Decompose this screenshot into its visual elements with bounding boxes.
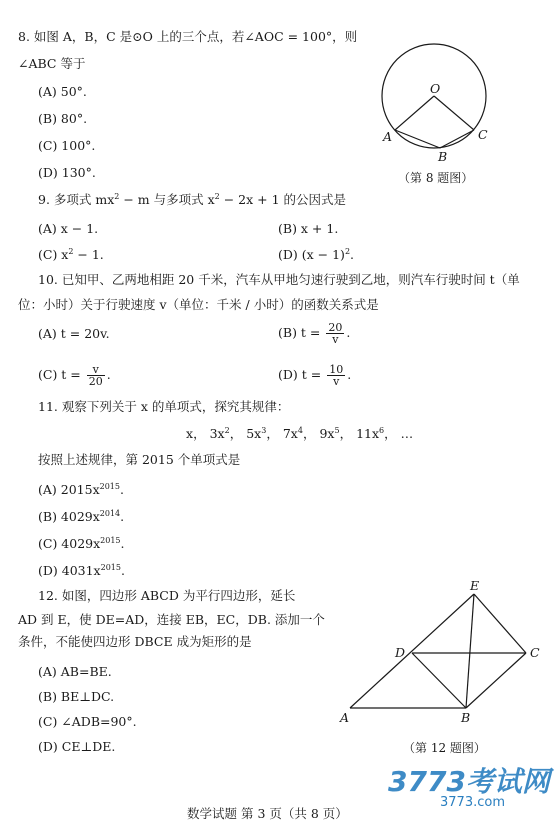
q10-option-b-den: v: [332, 333, 339, 346]
q11-option-a: [38, 483, 124, 497]
q10-option-b: [278, 322, 350, 345]
q10-stem-line2: 位：小时）关于行驶速度 v（单位：千米 / 小时）的函数关系式是: [18, 297, 379, 312]
q11-sequence-separator: ，: [339, 426, 353, 441]
watermark-url: 3773.com: [440, 795, 505, 810]
q11-option-a-label: (A) 2015x: [38, 482, 100, 497]
q10-option-d-prefix: (D) t =: [278, 367, 326, 382]
q11-sequence-term-exp: 2: [224, 425, 230, 435]
q9-option-c-exp: 2: [68, 246, 74, 256]
q11-option-d-exp: 2015: [100, 562, 121, 572]
q11-sequence-term: 3x: [209, 426, 225, 441]
q11-option-b: [38, 510, 124, 524]
q8-label-c: C: [478, 127, 488, 142]
q12-label-b: B: [461, 710, 471, 725]
q11-sequence-term: x: [186, 426, 194, 441]
q11-sequence-separator: ，: [266, 426, 279, 441]
q9-stem-suffix: − 2x + 1 的公因式是: [219, 192, 347, 207]
q10-option-c-fraction: [87, 364, 105, 387]
q11-sequence-separator: ，: [384, 426, 397, 441]
q12-segment-bc: [466, 653, 526, 708]
q9-option-d-tail: .: [350, 247, 355, 262]
q10-option-c-prefix: (C) t =: [38, 367, 85, 382]
watermark-logo: 3773考试网: [388, 765, 550, 798]
q11-option-b-label: (B) 4029x: [38, 509, 100, 524]
q8-label-b: B: [438, 149, 448, 164]
q11-option-d-label: (D) 4031x: [38, 563, 101, 578]
q12-option-c: (C) ∠ADB=90°.: [38, 714, 137, 729]
q8-segment-oc: [434, 96, 474, 130]
q11-sequence: [186, 427, 417, 441]
q11-sequence-term: …: [400, 426, 414, 441]
q9-stem: [38, 193, 346, 207]
q9-stem-mid: − m 与多项式 x: [119, 192, 215, 207]
q8-segment-bc: [440, 130, 474, 148]
q11-sequence-term: 11x: [356, 426, 380, 441]
q11-option-c-exp: 2015: [100, 535, 121, 545]
q12-label-e: E: [470, 578, 480, 593]
q8-option-c: (C) 100°.: [38, 138, 96, 153]
q11-option-c-tail: .: [120, 536, 125, 551]
q9-stem-exp1: 2: [114, 191, 120, 201]
q8-segment-oa: [395, 96, 434, 130]
q8-stem-line1: 8. 如图 A，B，C 是⊙O 上的三个点，若∠AOC = 100°，则: [18, 29, 358, 44]
q8-option-b: (B) 80°.: [38, 111, 88, 126]
q10-option-b-period: .: [346, 325, 351, 340]
q9-option-c-tail: − 1.: [73, 247, 104, 262]
q10-stem-line1: 10. 已知甲、乙两地相距 20 千米，汽车从甲地匀速行驶到乙地，则汽车行驶时间 t（单: [38, 272, 520, 287]
q8-caption: （第 8 题图）: [398, 171, 474, 185]
q9-option-b: (B) x + 1.: [278, 221, 339, 236]
q11-option-b-exp: 2014: [99, 508, 121, 518]
q11-option-b-tail: .: [120, 509, 125, 524]
q11-option-c-label: (C) 4029x: [38, 536, 101, 551]
q11-stem: 11. 观察下列关于 x 的单项式，探究其规律：: [38, 399, 290, 414]
q11-sequence-term-exp: 5: [334, 425, 340, 435]
page-footer: 数学试题 第 3 页（共 8 页）: [187, 806, 348, 821]
q11-option-a-tail: .: [119, 482, 124, 497]
q11-option-c: [38, 537, 125, 551]
q12-parallelogram-figure: [330, 580, 545, 730]
q9-option-d-base: (D) (x − 1): [278, 247, 345, 262]
q12-option-b: (B) BE⊥DC.: [38, 689, 115, 704]
q10-option-c-num: v: [87, 364, 105, 376]
q8-label-o: O: [430, 81, 441, 96]
q8-stem-line2: ∠ABC 等于: [18, 56, 86, 71]
q12-label-c: C: [530, 645, 540, 660]
q9-option-c-base: (C) x: [38, 247, 69, 262]
q12-segment-db: [412, 653, 466, 708]
q10-option-a: (A) t = 20v.: [38, 326, 110, 341]
q12-segment-eb: [466, 594, 474, 708]
q12-label-a: A: [340, 710, 350, 725]
q8-circle-figure: [380, 38, 490, 168]
q12-option-d: (D) CE⊥DE.: [38, 739, 116, 754]
q12-stem-line3: 条件，不能使四边形 DBCE 成为矩形的是: [18, 634, 252, 649]
q10-option-c-den: 20: [88, 375, 103, 388]
q9-option-a: (A) x − 1.: [38, 221, 99, 236]
q12-label-d: D: [395, 645, 406, 660]
q11-sequence-term-exp: 3: [261, 425, 267, 435]
q12-segment-ec: [474, 594, 526, 653]
q9-stem-prefix: 9. 多项式 mx: [38, 192, 115, 207]
q12-segment-ae: [350, 594, 474, 708]
q11-sequence-term: 7x: [282, 426, 298, 441]
q9-stem-exp2: 2: [214, 191, 220, 201]
q10-option-d: [278, 364, 351, 387]
q12-stem-line1: 12. 如图，四边形 ABCD 为平行四边形，延长: [38, 588, 296, 603]
q11-sequence-term-exp: 6: [379, 425, 385, 435]
q12-caption: （第 12 题图）: [403, 741, 486, 755]
q10-option-b-fraction: [326, 322, 344, 345]
q11-sequence-term: 9x: [319, 426, 335, 441]
q11-sequence-term-exp: 4: [297, 425, 303, 435]
q11-sequence-separator: ，: [229, 426, 243, 441]
q11-prompt: 按照上述规律，第 2015 个单项式是: [38, 452, 241, 467]
q9-option-d-exp: 2: [344, 246, 351, 256]
q9-option-c: [38, 248, 104, 262]
q8-option-a: (A) 50°.: [38, 84, 87, 99]
q10-option-b-prefix: (B) t =: [278, 325, 325, 340]
q10-option-d-den: v: [333, 375, 340, 388]
q10-option-d-num: 10: [329, 363, 344, 376]
q11-option-a-exp: 2015: [99, 481, 120, 491]
q11-sequence-term: 5x: [246, 426, 262, 441]
q12-stem-line2: AD 到 E，使 DE=AD，连接 EB，EC，DB. 添加一个: [18, 612, 325, 627]
q11-option-d: [38, 564, 125, 578]
q11-sequence-separator: ，: [193, 426, 206, 441]
q8-option-d: (D) 130°.: [38, 165, 96, 180]
q9-option-d: [278, 248, 354, 262]
q10-option-c: [38, 364, 111, 387]
q10-option-b-num: 20: [328, 321, 343, 334]
q8-label-a: A: [383, 129, 393, 144]
q12-option-a: (A) AB=BE.: [38, 664, 112, 679]
q11-sequence-separator: ，: [302, 426, 316, 441]
q10-option-d-period: .: [347, 367, 352, 382]
q10-option-d-fraction: [327, 364, 345, 387]
q11-option-d-tail: .: [120, 563, 125, 578]
q10-option-c-period: .: [106, 367, 111, 382]
